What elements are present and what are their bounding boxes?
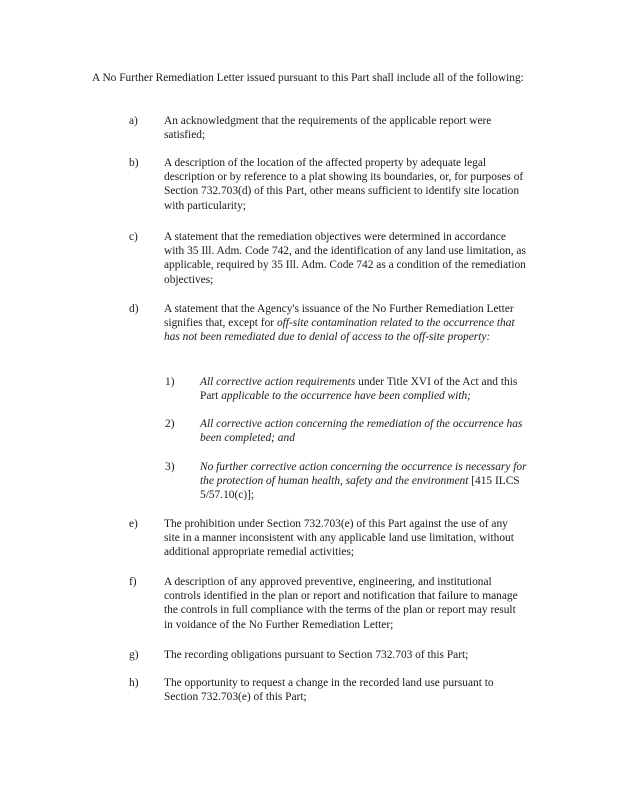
list-item-text: The prohibition under Section 732.703(e) of this Part against the use of any site in a manner inconsistent with any applicable land use limitation, without additional appropriate remedial activities; — [164, 518, 514, 559]
intro-paragraph: A No Further Remediation Letter issued pursuant to this Part shall include all of the following: — [92, 72, 524, 84]
list-item-text-italic: off-site contamination related to the occurrence that has not been remediated due to denial of access to the off-site property: — [164, 317, 515, 344]
list-item-letter: g) — [129, 649, 139, 661]
sub-item-citation: [415 ILCS 5/57.10(c)]; — [200, 475, 520, 502]
sub-item-text — [200, 460, 530, 503]
sub-item-text-italic: applicable to the occurrence have been complied with; — [221, 390, 471, 403]
list-item-text-plain: A statement that the Agency's issuance of the No Further Remediation Letter signifies that, except for — [164, 303, 514, 330]
list-item-letter: h) — [129, 677, 139, 689]
list-item-text: A description of the location of the affected property by adequate legal description or by reference to a plat showing its boundaries, or, for purposes of Section 732.703(d) of this Part, other means sufficient to identify site location with particularity; — [164, 157, 524, 212]
list-item-letter: d) — [129, 303, 139, 315]
list-item-text: A description of any approved preventive, engineering, and institutional controls identified in the plan or report and notification that failure to manage the controls in full compliance with the terms of the plan or report may result in voidance of the No Further Remediation Letter; — [164, 576, 518, 631]
sub-item-text-plain: under Title XVI of the Act and this Part — [200, 376, 518, 403]
sub-item-text — [200, 375, 530, 403]
list-item-text: A statement that the remediation objectives were determined in accordance with 35 Ill. Adm. Code 742, and the identification of any land use limitation, as applicable, required by 35 Ill. Adm. Code 742 as a condition of the remediation objectives; — [164, 231, 526, 286]
list-item-text: The opportunity to request a change in the recorded land use pursuant to Section 732.703(e) of this Part; — [164, 677, 494, 704]
list-item-text: The recording obligations pursuant to Section 732.703 of this Part; — [164, 649, 469, 661]
sub-item-number: 3) — [165, 461, 175, 473]
sub-item-number: 1) — [165, 376, 175, 388]
list-item-letter: f) — [129, 576, 137, 588]
list-item-text: An acknowledgment that the requirements of the applicable report were satisfied; — [164, 115, 492, 142]
sub-item-text-italic: All corrective action requirements — [200, 376, 356, 388]
list-item-letter: a) — [129, 115, 138, 127]
sub-item-text: All corrective action concerning the remediation of the occurrence has been completed; and — [200, 418, 523, 445]
list-item-letter: b) — [129, 157, 139, 169]
sub-item-number: 2) — [165, 418, 175, 430]
list-item-letter: c) — [129, 231, 138, 243]
list-item-letter: e) — [129, 518, 138, 530]
sub-item-text-italic: No further corrective action concerning the occurrence is necessary for the protection of human health, safety and the environment — [200, 461, 527, 488]
list-item-text — [164, 302, 526, 345]
